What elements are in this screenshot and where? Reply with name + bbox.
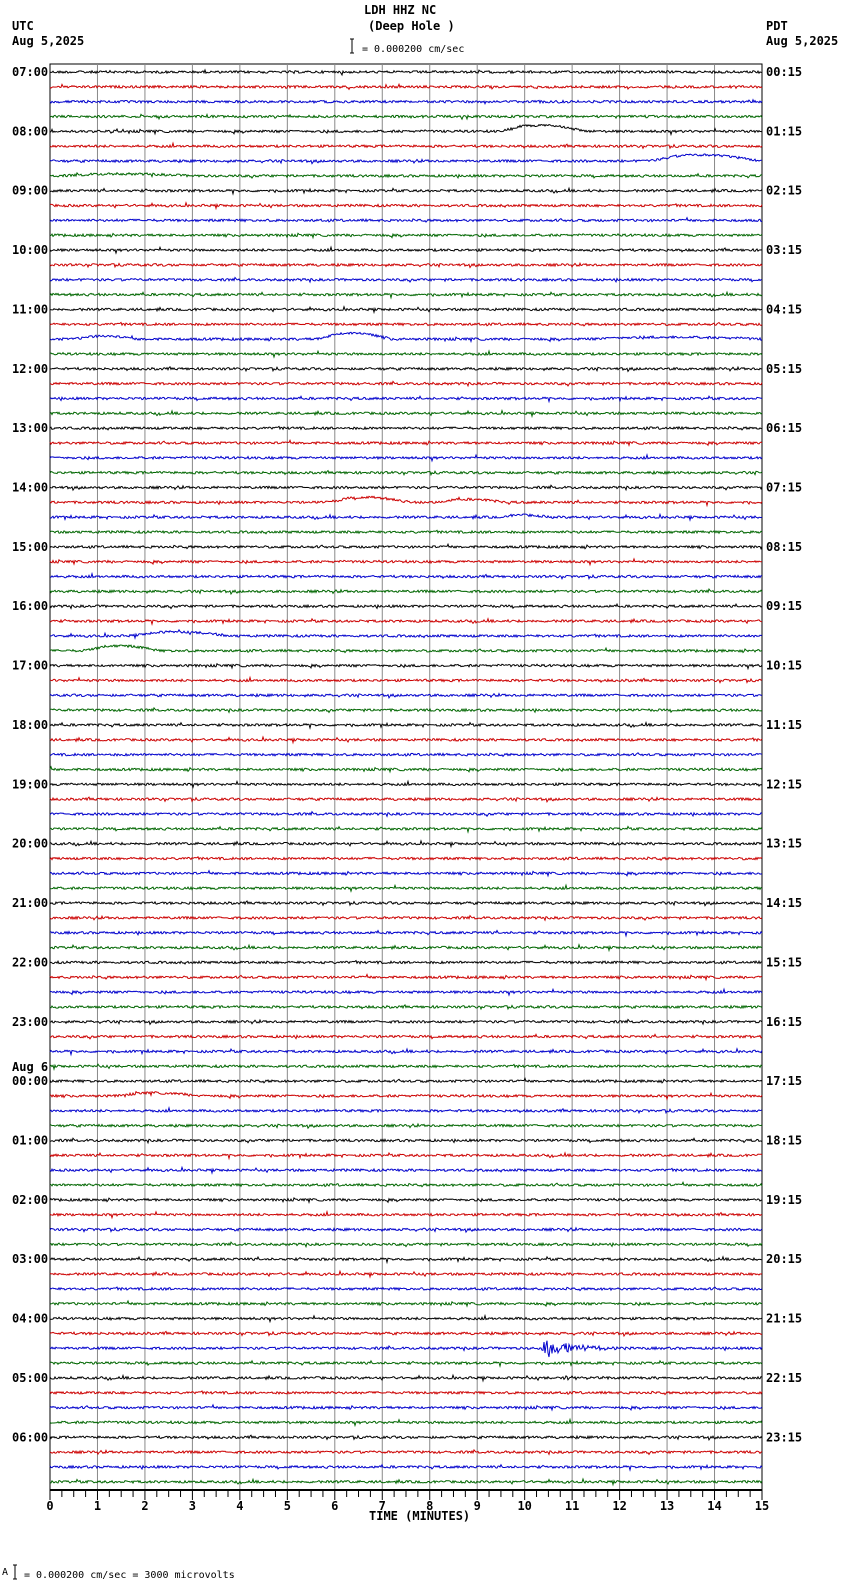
station-title: LDH HHZ NC [364,3,437,17]
trace-line [50,1450,762,1455]
pdt-hour-label: 07:15 [766,480,803,495]
traces [50,70,762,1485]
footer-scale-text: = 0.000200 cm/sec = 3000 microvolts [24,1570,235,1581]
trace-line [50,694,762,698]
trace-line [50,188,762,194]
trace-line [50,203,762,209]
trace-line [50,114,762,119]
trace-line [50,1242,762,1247]
utc-hour-label: 02:00 [12,1192,49,1207]
pdt-hour-label: 21:15 [766,1311,803,1326]
pdt-hour-label: 01:15 [766,124,803,139]
trace-line [50,1271,762,1277]
x-tick-label: 5 [283,1499,291,1513]
utc-hour-label: 10:00 [12,243,49,258]
pdt-hour-label: 02:15 [766,183,803,198]
utc-hour-label: 13:00 [12,421,49,436]
plot-frame [50,64,762,1490]
trace-line [50,1108,762,1113]
trace-line [50,945,762,951]
trace-line [50,496,762,505]
trace-line [50,247,762,253]
trace-line [50,1465,762,1470]
trace-line [50,1092,762,1099]
trace-line [50,125,762,135]
pdt-hour-label: 23:15 [766,1430,803,1445]
trace-line [50,664,762,669]
utc-hour-label: 19:00 [12,777,49,792]
trace-line [50,530,762,533]
trace-line [50,1257,762,1263]
trace-line [50,723,762,728]
scale-bar-icon [350,39,354,53]
pdt-hour-label: 14:15 [766,896,803,911]
trace-line [50,975,762,980]
x-axis-label: TIME (MINUTES) [369,1509,471,1523]
utc-hour-label: 18:00 [12,717,49,732]
utc-hour-label: 15:00 [12,539,49,554]
pdt-hour-label: 19:15 [766,1192,803,1207]
x-tick-label: 13 [659,1499,675,1513]
trace-line [50,871,762,876]
x-tick-label: 14 [707,1499,722,1513]
utc-hour-label: 06:00 [12,1430,49,1445]
trace-line [50,1020,762,1025]
trace-line [50,1479,762,1485]
trace-line [50,857,762,860]
x-tick-label: 4 [236,1499,244,1513]
trace-line [50,812,762,817]
utc-hour-label: 04:00 [12,1311,49,1326]
pdt-hour-label: 08:15 [766,539,803,554]
trace-line [50,901,762,906]
trace-line [50,589,762,594]
scale-text: = 0.000200 cm/sec [362,44,465,55]
trace-line [50,351,762,357]
trace-line [50,781,762,787]
trace-line [50,1153,762,1159]
trace-line [50,827,762,832]
trace-line [50,381,762,386]
utc-hour-label: 14:00 [12,480,49,495]
trace-line [50,708,762,713]
x-tick-label: 3 [188,1499,197,1513]
trace-line [50,100,762,104]
trace-line [50,426,762,430]
utc-hour-label: 23:00 [12,1014,49,1029]
trace-line [50,455,762,461]
pdt-hour-label: 04:15 [766,302,803,317]
trace-line [50,916,762,921]
site-name: (Deep Hole ) [368,19,455,33]
utc-hour-label: 08:00 [12,124,49,139]
trace-line [50,559,762,565]
pdt-hour-label: 17:15 [766,1074,803,1089]
trace-line [50,1049,762,1055]
trace-line [50,1331,762,1336]
utc-hour-label: 20:00 [12,836,49,851]
trace-line [50,233,762,237]
trace-line [50,797,762,802]
trace-line [50,263,762,267]
x-tick-label: 2 [141,1499,149,1513]
x-tick-label: 11 [564,1499,580,1513]
trace-line [50,645,762,653]
trace-line [50,411,762,417]
trace-line [50,218,762,222]
trace-line [50,1316,762,1322]
trace-line [50,367,762,372]
trace-line [50,961,762,964]
trace-line [50,767,762,772]
utc-hour-label: 00:00 [12,1074,49,1089]
utc-hour-label: 16:00 [12,599,49,614]
pdt-hour-label: 13:15 [766,836,803,851]
trace-line [50,1301,762,1306]
trace-line [50,323,762,327]
x-tick-label: 6 [331,1499,339,1513]
trace-line [50,1212,762,1218]
pdt-hour-label: 06:15 [766,421,803,436]
pdt-hour-label: 09:15 [766,599,803,614]
utc-hour-label: 03:00 [12,1252,49,1267]
date-change-label: Aug 6 [12,1060,49,1075]
trace-line [50,1375,762,1381]
trace-line [50,1124,762,1128]
trace-line [50,753,762,757]
x-tick-label: 0 [46,1499,54,1513]
trace-line [50,885,762,891]
trace-line [50,1287,762,1291]
trace-line [50,70,762,75]
trace-line [50,630,762,638]
pdt-hour-label: 15:15 [766,955,803,970]
trace-line [50,931,762,936]
right-date: Aug 5,2025 [766,34,839,48]
pdt-hour-label: 00:15 [766,65,803,79]
x-tick-label: 15 [754,1499,770,1513]
utc-hour-label: 11:00 [12,302,49,317]
trace-line [50,1420,762,1426]
footer-scale-prefix: A [2,1567,9,1578]
trace-line [50,1435,762,1440]
utc-hour-label: 21:00 [12,896,49,911]
trace-line [50,1198,762,1202]
trace-line [50,154,762,164]
trace-line [50,84,762,89]
trace-line [50,678,762,683]
pdt-hour-label: 11:15 [766,717,803,732]
trace-line [50,619,762,624]
pdt-hour-label: 16:15 [766,1014,803,1029]
utc-hour-label: 09:00 [12,183,49,198]
left-timezone: UTC [12,19,34,33]
trace-line [50,292,762,298]
trace-line [50,1167,762,1173]
grid [50,64,762,1490]
utc-hour-label: 01:00 [12,1133,49,1148]
left-date: Aug 5,2025 [12,34,85,48]
pdt-hour-label: 22:15 [766,1370,803,1385]
trace-line [50,1182,762,1186]
x-tick-label: 7 [378,1499,386,1513]
pdt-hour-label: 18:15 [766,1133,803,1148]
pdt-hour-label: 05:15 [766,361,803,376]
trace-line [50,989,762,995]
trace-line [50,737,762,743]
x-tick-label: 9 [473,1499,481,1513]
utc-hour-label: 12:00 [12,361,49,376]
trace-line [50,841,762,847]
trace-line [50,544,762,549]
right-timezone: PDT [766,19,788,33]
trace-line [50,471,762,475]
pdt-hour-label: 12:15 [766,777,803,792]
trace-line [50,396,762,401]
utc-hour-label: 22:00 [12,955,49,970]
trace-line [50,485,762,490]
trace-line [50,278,762,283]
trace-line [50,574,762,579]
x-tick-label: 10 [517,1499,532,1513]
trace-line [50,307,762,313]
trace-line [50,1391,762,1395]
utc-hour-label: 17:00 [12,658,49,673]
trace-line [50,143,762,148]
trace-line [50,1405,762,1410]
trace-line [50,604,762,608]
pdt-hour-label: 20:15 [766,1252,803,1267]
trace-line [50,332,762,341]
trace-line [50,1138,762,1143]
trace-line [50,1341,762,1357]
trace-line [50,1034,762,1038]
trace-line [50,1005,762,1009]
trace-line [50,173,762,178]
trace-line [50,1361,762,1366]
utc-hour-label: 05:00 [12,1370,49,1385]
x-tick-label: 12 [612,1499,627,1513]
pdt-hour-label: 10:15 [766,658,803,673]
trace-line [50,514,762,520]
x-tick-label: 1 [93,1499,102,1513]
trace-line [50,1228,762,1232]
trace-line [50,440,762,445]
utc-hour-label: 07:00 [12,65,49,79]
x-tick-label: 8 [426,1499,434,1513]
footer-scale-bar-icon [13,1565,17,1579]
trace-line [50,1078,762,1083]
pdt-hour-label: 03:15 [766,243,803,258]
trace-line [50,1064,762,1069]
